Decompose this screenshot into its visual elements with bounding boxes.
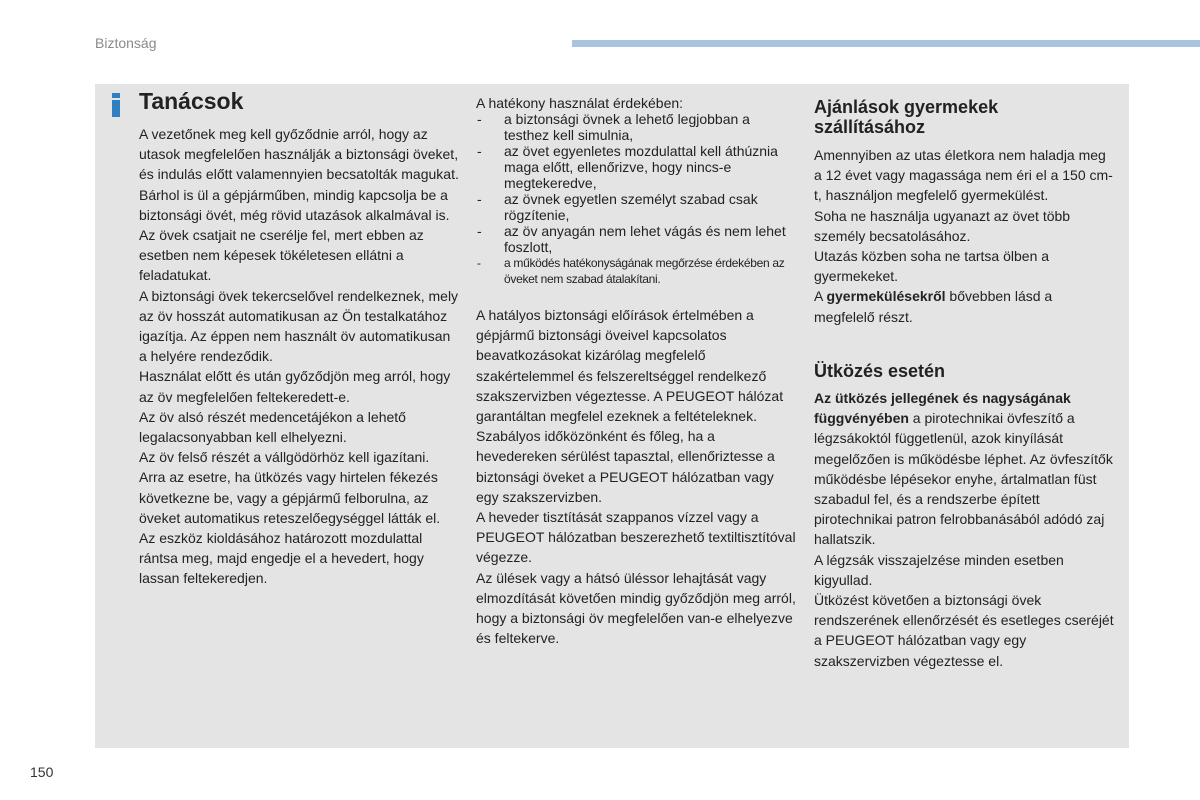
usage-paragraph: A heveder tisztítását szappanos vízzel vagy a PEUGEOT hálózatban beszerezhető textiltisztítóval végezze.: [476, 509, 796, 566]
section-label: Biztonság: [95, 35, 157, 51]
page-number: 150: [30, 764, 54, 780]
collision-paragraph: A légzsák visszajelzése minden esetben kigyullad.: [814, 551, 1064, 588]
tips-column: [139, 124, 459, 589]
collision-paragraph: Ütközést követően a biztonsági övek rendszerének ellenőrzését és esetleges cseréjét a PEUGEOT hálózatban vagy egy szakszervizben végeztesse el.: [814, 592, 1114, 669]
children-column: [814, 145, 1114, 327]
tips-paragraph: Arra az esetre, ha ütközés vagy hirtelen fékezés következne be, vagy a gépjármű felborulna, az öveket automatikus reteszelőegységgel látták el. Az eszköz kioldásához határozott mozdulattal rántsa meg, majd engedje el a hevedert, hogy lassan feltekeredjen.: [139, 469, 441, 587]
tips-paragraph: Használat előtt és után győződjön meg arról, hogy az öv megfelelően feltekeredett-e.: [139, 368, 451, 405]
usage-column: [476, 95, 796, 648]
tips-paragraph: Az övek csatjait ne cserélje fel, mert ebben az esetben nem képesek tökéletesen ellátni a feladatukat.: [139, 227, 424, 284]
usage-paragraph: Az ülések vagy a hátsó üléssor lehajtását vagy elmozdítását követően mindig győződjön meg arról, hogy a biztonsági öv megfelelően van-e elhelyezve és feltekerve.: [476, 569, 796, 647]
collision-paragraph: Az ütközés jellegének és nagyságának függvényében a pirotechnikai övfeszítő a légzsákoktól függetlenül, azok kinyílását megelőzően is működésbe léphet. Az övfeszítők működésbe lépésekor enyhe, ártalmatlan füst szabadul fel, és a rendszerbe épített pirotechnikai patron felrobbanásából adódó zaj hallatszik.: [814, 390, 1113, 548]
list-item: - az övet egyenletes mozdulattal kell áthúznia maga előtt, ellenőrizve, hogy nincs-e megtekeredve,: [477, 143, 778, 191]
child-seat-reference: gyermekülésekről: [826, 288, 946, 305]
tips-paragraph: A vezetőnek meg kell győződnie arról, hogy az utasok megfelelően használják a biztonsági öveket, és indulás előtt valamennyien becsatolták magukat.: [139, 126, 459, 183]
children-paragraph: Soha ne használja ugyanazt az övet több személy becsatolásához.: [814, 207, 1071, 244]
list-item: - az övnek egyetlen személyt szabad csak rögzítenie,: [477, 191, 758, 223]
list-item: - a működés hatékonyságának megőrzése érdekében az öveket nem szabad átalakítani.: [477, 256, 785, 286]
tips-paragraph: Az öv felső részét a vállgödörhöz kell igazítani.: [139, 449, 430, 466]
usage-intro: A hatékony használat érdekében:: [476, 95, 684, 111]
list-item: - a biztonsági övnek a lehető legjobban a testhez kell simulnia,: [477, 111, 750, 143]
children-paragraph: Amennyiben az utas életkora nem haladja meg a 12 évet vagy magassága nem éri el a 150 cm-t, használjon megfelelő gyermekülést.: [814, 147, 1113, 204]
tips-paragraph: Bárhol is ül a gépjárműben, mindig kapcsolja be a biztonsági övét, még rövid utazások alkalmával is.: [139, 186, 450, 223]
collision-column: [814, 388, 1114, 671]
usage-paragraph: A hatályos biztonsági előírások értelmében a gépjármű biztonsági öveivel kapcsolatos beavatkozásokat kizárólag megfelelő szakértelemmel és felszereltséggel rendelkező szakszervizben végeztesse. A PEUGEOT hálózat garantáltan megfelel ezeknek a feltételeknek.: [476, 307, 784, 425]
children-paragraph: Utazás közben soha ne tartsa ölben a gyermekeket.: [814, 248, 1050, 285]
collision-title: Ütközés esetén: [814, 361, 946, 381]
children-title: Ajánlások gyermekek szállításához: [814, 97, 999, 137]
children-reference: A gyermekülésekről bővebben lásd a megfelelő részt.: [814, 288, 1053, 325]
info-icon: [111, 93, 121, 117]
usage-paragraph: Szabályos időközönként és főleg, ha a hevedereken sérülést tapasztal, ellenőriztesse a biztonsági öveket a PEUGEOT hálózatban vagy egy szakszervizben.: [476, 428, 775, 505]
tips-paragraph: A biztonsági övek tekercselővel rendelkeznek, mely az öv hosszát automatikusan az Ön testalkatához igazítja. Az éppen nem használt öv automatikusan a helyére rendeződik.: [139, 287, 459, 365]
list-item: - az öv anyagán nem lehet vágás és nem lehet foszlott,: [477, 223, 786, 255]
tips-title: Tanácsok: [139, 88, 244, 114]
tips-paragraph: Az öv alsó részét medencetájékon a lehető legalacsonyabban kell elhelyezni.: [139, 408, 406, 446]
usage-list: [476, 111, 796, 287]
header-accent-bar: [572, 40, 1200, 47]
